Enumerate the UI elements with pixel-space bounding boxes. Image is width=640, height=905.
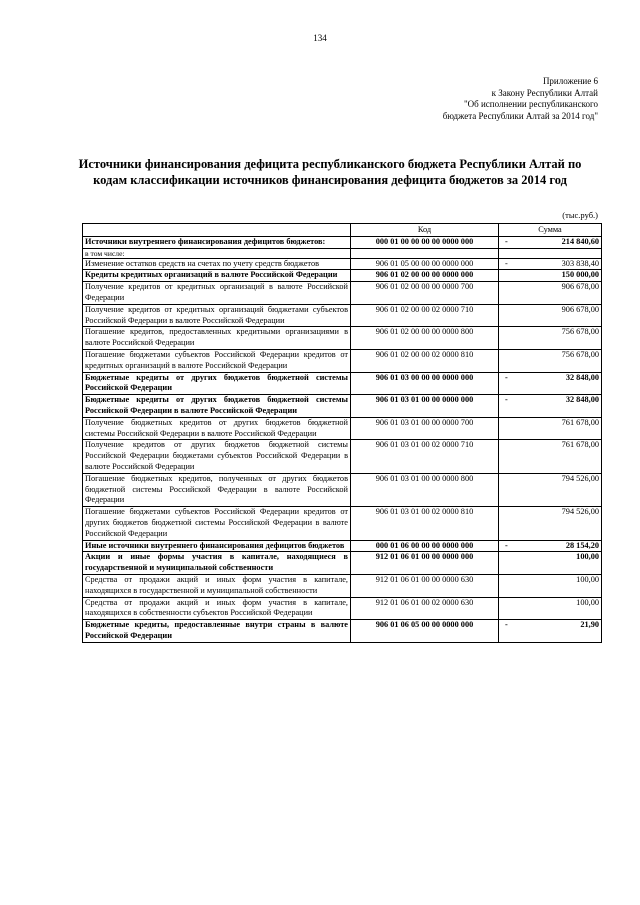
row-name-cell: Погашение бюджетных кредитов, полученных от других бюджетов бюджетной системы Российской Федерации в валюте Российской Федерации [83, 473, 351, 506]
row-amount-cell: 906 678,00 [517, 304, 602, 327]
financing-sources-table [82, 223, 602, 643]
table-row [83, 236, 602, 248]
row-name-cell: Погашение кредитов, предоставленных кредитными организациями в валюте Российской Федерации [83, 327, 351, 350]
table-row [83, 507, 602, 540]
row-name-cell: Получение кредитов от других бюджетов бюджетной системы Российской Федерации бюджетами субъектов Российской Федерации в валюте Российской Федерации [83, 440, 351, 473]
row-amount-cell [517, 248, 602, 258]
row-name-cell: Бюджетные кредиты от других бюджетов бюджетной системы Российской Федерации [83, 372, 351, 395]
row-name-cell: Средства от продажи акций и иных форм участия в капитале, находящихся в собственности субъектов Российской Федерации [83, 597, 351, 620]
row-name-cell: в том числе: [83, 248, 351, 258]
row-name-cell: Кредиты кредитных организаций в валюте Российской Федерации [83, 270, 351, 282]
page-number: 134 [313, 33, 327, 43]
title-line: кодам классификации источников финансирования дефицита бюджетов за 2014 год [93, 172, 567, 187]
appendix-line: Приложение 6 [542, 76, 598, 86]
row-name-cell: Получение кредитов от кредитных организаций в валюте Российской Федерации [83, 282, 351, 305]
row-code-cell: 906 01 03 01 00 00 0000 000 [351, 395, 499, 418]
row-code-cell: 906 01 03 00 00 00 0000 000 [351, 372, 499, 395]
row-name-cell: Изменение остатков средств на счетах по учету средств бюджетов [83, 258, 351, 270]
row-amount-cell: 32 848,00 [517, 372, 602, 395]
table-row [83, 349, 602, 372]
row-code-cell: 912 01 06 01 00 00 0000 000 [351, 552, 499, 575]
document-title [70, 157, 590, 188]
row-name-cell: Получение бюджетных кредитов от других бюджетов бюджетной системы Российской Федерации в валюте Российской Федерации [83, 417, 351, 440]
row-sign-cell [499, 248, 517, 258]
row-code-cell: 906 01 03 01 00 00 0000 700 [351, 417, 499, 440]
table-row [83, 417, 602, 440]
table-row [83, 304, 602, 327]
row-sign-cell [499, 327, 517, 350]
table-row [83, 248, 602, 258]
row-name-cell: Средства от продажи акций и иных форм участия в капитале, находящихся в государственной и муниципальной собственности [83, 574, 351, 597]
appendix-line: "Об исполнении республиканского [463, 99, 598, 109]
table-row [83, 540, 602, 552]
row-amount-cell: 214 840,60 [517, 236, 602, 248]
row-amount-cell: 761 678,00 [517, 440, 602, 473]
row-sign-cell [499, 417, 517, 440]
table-row [83, 282, 602, 305]
row-code-cell: 906 01 06 05 00 00 0000 000 [351, 620, 499, 643]
row-name-cell: Иные источники внутреннего финансирования дефицитов бюджетов [83, 540, 351, 552]
row-code-cell [351, 248, 499, 258]
row-name-cell: Бюджетные кредиты от других бюджетов бюджетной системы Российской Федерации в валюте Российской Федерации [83, 395, 351, 418]
row-sign-cell [499, 597, 517, 620]
table-row [83, 574, 602, 597]
row-code-cell: 906 01 03 01 00 00 0000 800 [351, 473, 499, 506]
row-sign-cell [499, 304, 517, 327]
row-sign-cell: - [499, 258, 517, 270]
row-amount-cell: 794 526,00 [517, 473, 602, 506]
row-code-cell: 000 01 00 00 00 00 0000 000 [351, 236, 499, 248]
table-row [83, 620, 602, 643]
table-row [83, 597, 602, 620]
row-sign-cell [499, 574, 517, 597]
row-amount-cell: 21,90 [517, 620, 602, 643]
row-amount-cell: 100,00 [517, 597, 602, 620]
appendix-line: к Закону Республики Алтай [491, 87, 598, 98]
row-amount-cell: 303 838,40 [517, 258, 602, 270]
appendix-header [443, 76, 598, 122]
table-row [83, 258, 602, 270]
row-sign-cell [499, 473, 517, 506]
unit-label: (тыс.руб.) [562, 210, 598, 220]
row-amount-cell: 756 678,00 [517, 349, 602, 372]
table-row [83, 440, 602, 473]
row-code-cell: 912 01 06 01 00 02 0000 630 [351, 597, 499, 620]
title-line: Источники финансирования дефицита республиканского бюджета Республики Алтай по [78, 157, 582, 171]
header-sum-cell: Сумма [499, 224, 602, 237]
row-name-cell: Акции и иные формы участия в капитале, находящиеся в государственной и муниципальной собственности [83, 552, 351, 575]
row-sign-cell [499, 270, 517, 282]
row-code-cell: 906 01 02 00 00 02 0000 810 [351, 349, 499, 372]
row-code-cell: 912 01 06 01 00 00 0000 630 [351, 574, 499, 597]
row-amount-cell: 100,00 [517, 552, 602, 575]
row-name-cell: Бюджетные кредиты, предоставленные внутри страны в валюте Российской Федерации [83, 620, 351, 643]
row-name-cell: Источники внутреннего финансирования дефицитов бюджетов: [83, 236, 351, 248]
table-row [83, 372, 602, 395]
row-code-cell: 906 01 03 01 00 02 0000 810 [351, 507, 499, 540]
row-sign-cell [499, 349, 517, 372]
row-code-cell: 906 01 02 00 00 00 0000 000 [351, 270, 499, 282]
table-row [83, 552, 602, 575]
row-code-cell: 906 01 02 00 00 00 0000 700 [351, 282, 499, 305]
row-name-cell: Погашение бюджетами субъектов Российской Федерации кредитов от кредитных организаций в валюте Российской Федерации [83, 349, 351, 372]
row-sign-cell: - [499, 620, 517, 643]
row-code-cell: 906 01 05 00 00 00 0000 000 [351, 258, 499, 270]
row-code-cell: 000 01 06 00 00 00 0000 000 [351, 540, 499, 552]
row-name-cell: Погашение бюджетами субъектов Российской Федерации кредитов от других бюджетов бюджетной системы Российской Федерации в валюте Российской Федерации [83, 507, 351, 540]
row-code-cell: 906 01 03 01 00 02 0000 710 [351, 440, 499, 473]
row-code-cell: 906 01 02 00 00 02 0000 710 [351, 304, 499, 327]
table-header-row [83, 224, 602, 237]
row-amount-cell: 906 678,00 [517, 282, 602, 305]
row-sign-cell [499, 507, 517, 540]
row-amount-cell: 756 678,00 [517, 327, 602, 350]
table-row [83, 270, 602, 282]
row-amount-cell: 28 154,20 [517, 540, 602, 552]
row-sign-cell: - [499, 395, 517, 418]
row-amount-cell: 32 848,00 [517, 395, 602, 418]
row-sign-cell: - [499, 540, 517, 552]
row-sign-cell: - [499, 236, 517, 248]
row-amount-cell: 150 000,00 [517, 270, 602, 282]
header-code-cell: Код [351, 224, 499, 237]
row-amount-cell: 761 678,00 [517, 417, 602, 440]
row-sign-cell [499, 282, 517, 305]
table-row [83, 395, 602, 418]
appendix-line: бюджета Республики Алтай за 2014 год" [442, 110, 598, 121]
row-amount-cell: 794 526,00 [517, 507, 602, 540]
row-code-cell: 906 01 02 00 00 00 0000 800 [351, 327, 499, 350]
row-sign-cell [499, 552, 517, 575]
row-name-cell: Получение кредитов от кредитных организаций бюджетами субъектов Российской Федерации в валюте Российской Федерации [83, 304, 351, 327]
row-sign-cell [499, 440, 517, 473]
table-row [83, 327, 602, 350]
table-row [83, 473, 602, 506]
row-amount-cell: 100,00 [517, 574, 602, 597]
row-sign-cell: - [499, 372, 517, 395]
header-name-cell [83, 224, 351, 237]
